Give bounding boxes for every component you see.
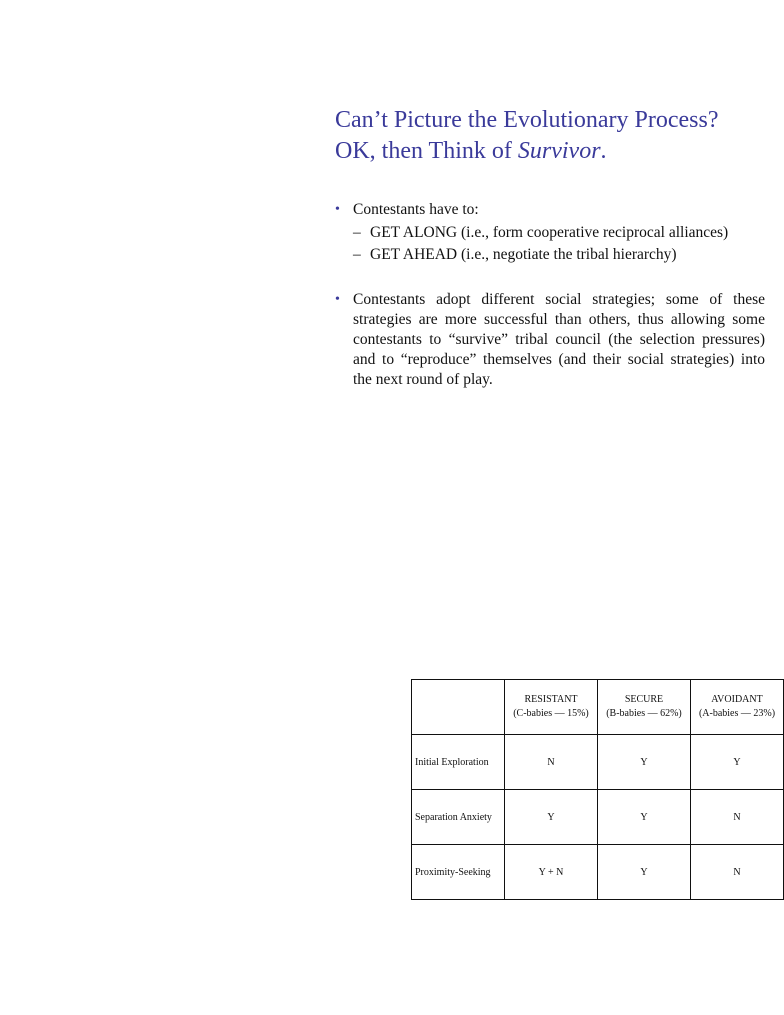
header-sub: (B-babies — 62%) <box>606 708 682 719</box>
header-name: RESISTANT <box>524 694 578 705</box>
table-cell: N <box>691 845 784 900</box>
attachment-table <box>411 679 784 900</box>
table-cell: N <box>691 790 784 845</box>
table-row <box>412 735 784 790</box>
dash-icon: – <box>353 224 361 241</box>
header-name: SECURE <box>624 694 664 705</box>
table-row <box>412 790 784 845</box>
table-cell: Y <box>691 735 784 790</box>
sub-bullet-list <box>335 222 765 266</box>
table-header-row <box>412 680 784 735</box>
row-label: Initial Exploration <box>412 735 505 790</box>
sub-bullet-text: GET ALONG (i.e., form cooperative reciprocal alliances) <box>370 224 729 241</box>
table-cell: Y <box>598 845 691 900</box>
header-cell <box>691 680 784 735</box>
title-line-1: Can’t Picture the Evolutionary Process? <box>335 107 719 133</box>
header-sub: (C-babies — 15%) <box>513 708 589 719</box>
slide-title <box>335 105 775 167</box>
bullet-item <box>335 290 765 390</box>
sub-bullet-item <box>335 244 765 266</box>
bullet-text: Contestants have to: <box>353 201 479 218</box>
header-sub: (A-babies — 23%) <box>698 708 776 719</box>
header-cell <box>505 680 598 735</box>
title-line-2-suffix: . <box>600 138 607 164</box>
table-cell: Y + N <box>505 845 598 900</box>
bullet-list <box>335 200 765 390</box>
table-row <box>412 845 784 900</box>
header-empty-cell <box>412 680 505 735</box>
title-line-2-prefix: OK, then Think of <box>335 138 518 164</box>
header-cell <box>598 680 691 735</box>
bullet-text: Contestants adopt different social strategies; some of these strategies are more successful than others, thus allowing some contestants to “survive” tribal council (the selection pressures) and to “reproduce” themselves (and their social strategies) into the next round of play. <box>353 291 765 388</box>
table-cell: Y <box>598 790 691 845</box>
dash-icon: – <box>353 246 361 263</box>
table-cell: Y <box>598 735 691 790</box>
header-name: AVOIDANT <box>711 694 763 705</box>
table-cell: Y <box>505 790 598 845</box>
row-label: Proximity-Seeking <box>412 845 505 900</box>
sub-bullet-text: GET AHEAD (i.e., negotiate the tribal hierarchy) <box>370 246 677 263</box>
title-line-2-italic: Survivor <box>517 138 601 164</box>
bullet-dot-icon: • <box>335 292 340 307</box>
table-cell: N <box>505 735 598 790</box>
row-label: Separation Anxiety <box>412 790 505 845</box>
bullet-item <box>335 200 765 220</box>
bullet-dot-icon: • <box>335 202 340 217</box>
sub-bullet-item <box>335 222 765 244</box>
